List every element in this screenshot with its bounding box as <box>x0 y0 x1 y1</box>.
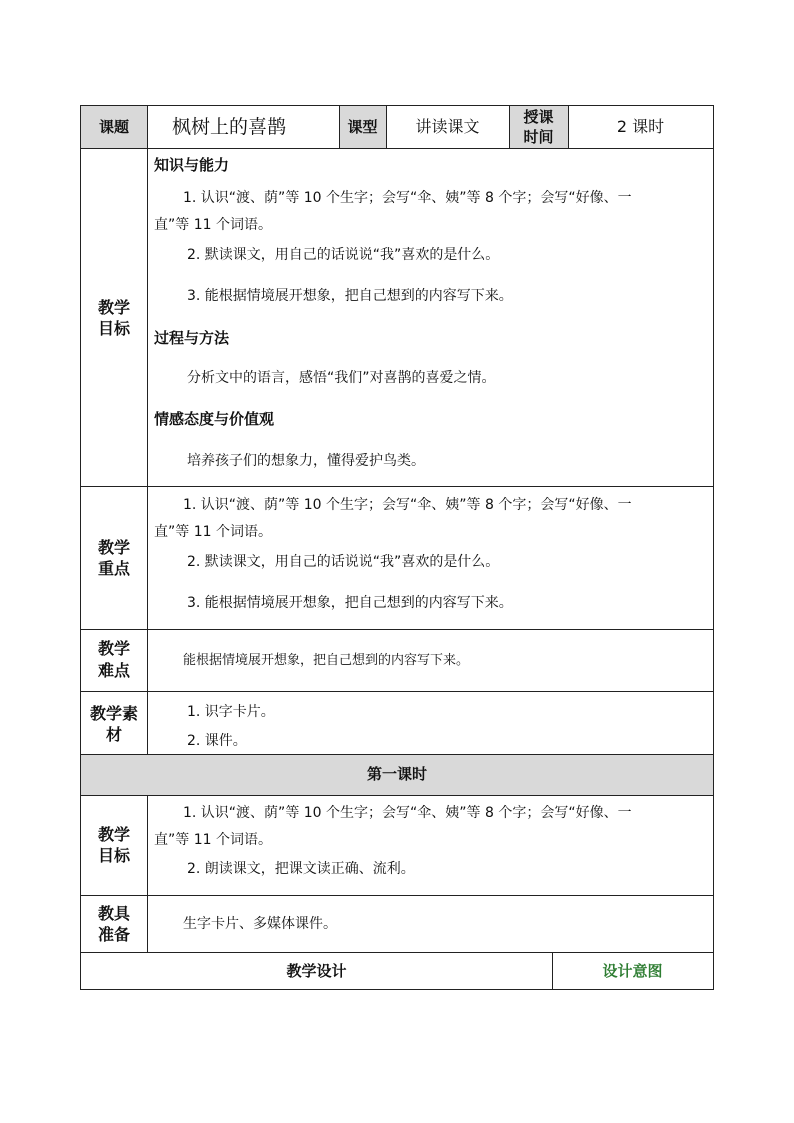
tools-label: 教具 准备 <box>97 904 130 944</box>
key-point-item: 3. 能根据情境展开想象，把自己想到的内容写下来。 <box>187 595 513 611</box>
material-item: 2. 课件。 <box>187 733 247 749</box>
lesson-one-banner: 第一课时 <box>366 765 427 783</box>
lesson-one-objective-item: 2. 朗读课文，把课文读正确、流利。 <box>187 861 415 877</box>
key-point-item: 1. 认识“渡、荫”等 10 个生字；会写“伞、姨”等 8 个字；会写“好像、一 <box>183 497 632 513</box>
section-title-knowledge: 知识与能力 <box>154 156 230 174</box>
key-points-label: 教学 重点 <box>97 538 130 578</box>
objective-text: 分析文中的语言，感悟“我们”对喜鹊的喜爱之情。 <box>187 370 496 386</box>
teaching-design-header: 教学设计 <box>286 962 347 980</box>
lesson-title: 枫树上的喜鹊 <box>172 116 287 138</box>
subject-label: 课题 <box>98 118 129 136</box>
section-title-process: 过程与方法 <box>154 329 230 347</box>
objective-text: 培养孩子们的想象力，懂得爱护鸟类。 <box>187 453 425 469</box>
lesson-one-objective-item-cont: 直”等 11 个词语。 <box>154 832 272 848</box>
objective-item: 1. 认识“渡、荫”等 10 个生字；会写“伞、姨”等 8 个字；会写“好像、一 <box>183 190 632 206</box>
materials-label: 教学素 材 <box>89 704 138 744</box>
difficulty-text: 能根据情境展开想象，把自己想到的内容写下来。 <box>183 653 470 668</box>
key-point-item-cont: 直”等 11 个词语。 <box>154 524 272 540</box>
lesson-one-objectives-label: 教学 目标 <box>97 825 130 865</box>
objective-item-cont: 直”等 11 个词语。 <box>154 217 272 233</box>
objective-item: 3. 能根据情境展开想象，把自己想到的内容写下来。 <box>187 288 513 304</box>
objectives-label: 教学 目标 <box>97 298 130 338</box>
design-intent-header: 设计意图 <box>602 962 663 980</box>
difficulty-label: 教学 难点 <box>97 639 130 680</box>
tools-text: 生字卡片、多媒体课件。 <box>183 916 337 932</box>
key-point-item: 2. 默读课文，用自己的话说说“我”喜欢的是什么。 <box>187 554 500 570</box>
section-title-values: 情感态度与价值观 <box>154 410 275 428</box>
time-label: 授课 时间 <box>523 108 554 146</box>
type-label: 课型 <box>347 118 378 136</box>
objective-item: 2. 默读课文，用自己的话说说“我”喜欢的是什么。 <box>187 247 500 263</box>
lesson-one-objective-item: 1. 认识“渡、荫”等 10 个生字；会写“伞、姨”等 8 个字；会写“好像、一 <box>183 805 632 821</box>
time-value: 2 课时 <box>616 117 665 136</box>
type-value: 讲读课文 <box>415 117 480 136</box>
material-item: 1. 识字卡片。 <box>187 704 275 720</box>
